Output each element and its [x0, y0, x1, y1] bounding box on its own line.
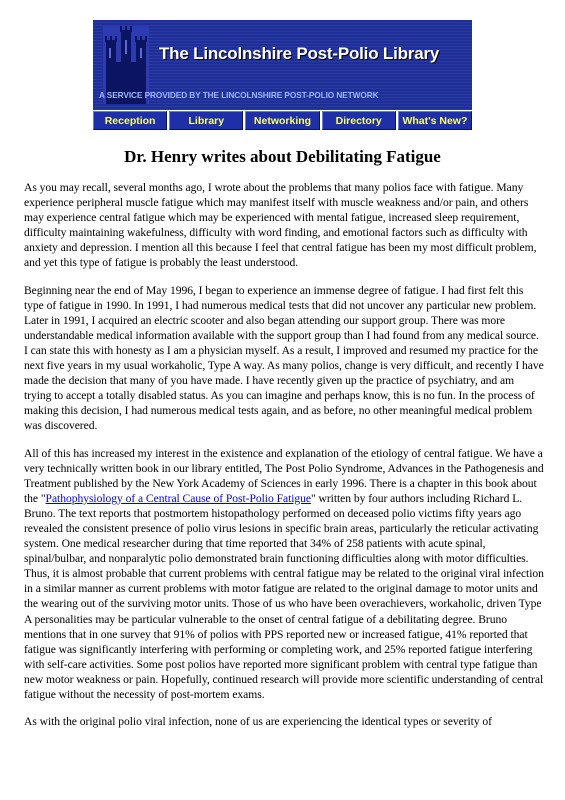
- banner-subtitle: A SERVICE PROVIDED BY THE LINCOLNSHIRE POST-POLIO NETWORK: [99, 90, 379, 100]
- nav-whats-new-button[interactable]: What's New?: [398, 111, 472, 130]
- paragraph-4: As with the original polio viral infection, none of us are experiencing the identical types or severity of: [24, 715, 492, 729]
- pathophysiology-link[interactable]: Pathophysiology of a Central Cause of Post-Polio Fatigue: [45, 491, 311, 505]
- nav-reception-button[interactable]: Reception: [93, 111, 167, 130]
- page-title: Dr. Henry writes about Debilitating Fatigue: [124, 147, 441, 166]
- main-nav: [93, 111, 472, 130]
- paragraph-3: [24, 446, 544, 703]
- paragraph-2: Beginning near the end of May 1996, I began to experience an immense degree of fatigue. I had first felt this type of fatigue in 1990. In 1991, I had numerous medical tests that did not uncover any particular new problem. Later in 1991, I acquired an electric scooter and also began attending our support group. There was more understandable medical information available with the support group than I had found from any medical source. I can state this with honesty as I am a physician myself. As a result, I improved and resumed my practice for the next five years in my usual workaholic, Type A way. As many polios, change is very difficult, and recently I have made the decision that many of you have made. I have recently given up the practice of psychiatry, and am trying to accept a totally disabled status. As you can imagine and perhaps know, this is no fun. In the process of making this decision, I had numerous medical tests again, and as before, no other meaningful medical problem was discovered.: [24, 283, 544, 433]
- nav-directory-button[interactable]: Directory: [322, 111, 396, 130]
- paragraph-3-start: All of this has increased my interest in the existence and explanation of the etiology of central fatigue. We have a very technically written book in our library entitled, The Post Polio Syndrome, Advances in the Pathogenesis and Treatment published by the New York Academy of Sciences in early 1996. There is a chapter in this book about the ": [24, 446, 544, 505]
- banner-title: The Lincolnshire Post-Polio Library: [159, 44, 440, 63]
- banner-header: [93, 20, 472, 110]
- nav-networking-button[interactable]: Networking: [245, 111, 319, 130]
- site-banner: [93, 20, 472, 130]
- paragraph-3-end: " written by four authors including Richard L. Bruno. The text reports that postmortem histopathology performed on deceased polio victims fifty years ago revealed the consistent presence of polio virus lesions in specific brain areas, particularly the reticular activating system. One medical researcher during that time reported that 34% of 258 patients with acute spinal, spinal/bulbar, and nonparalytic polio demonstrated brain functioning difficulties along with motor difficulties. Thus, it is almost probable that current problems with central fatigue may be related to the original viral infection in a similar manner as current problems with motor fatigue are related to the original damage to motor units and the wearing out of the surviving motor units. Those of us who have been overachievers, workaholic, driven Type A personalities may be particular vulnerable to the onset of central fatigue of a debilitating degree. Bruno mentions that in one survey that 91% of polios with PPS reported new or increased fatigue, 41% reported that fatigue was significantly interfering with performing or completing work, and 25% reported fatigue interfering with self-care activities. Some post polios have reported more significant problem with central type fatigue than new motor weakness or pain. Hopefully, continued research will provide more scientific understanding of central fatigue without the necessity of post-mortem exams.: [24, 491, 544, 701]
- article-body: [24, 180, 544, 741]
- nav-library-button[interactable]: Library: [169, 111, 243, 130]
- paragraph-1: As you may recall, several months ago, I wrote about the problems that many polios face with fatigue. Many experience peripheral muscle fatigue which may manifest itself with muscle weakness and/or pain, and others may experience central fatigue which may be experienced with mental fatigue, increased sleep requirement, difficulty maintaining wakefulness, difficulty with word finding, and emotional factors such as difficulty with anxiety and depression. I mention all this because I feel that central fatigue has been my most difficult problem, and yet this type of fatigue is probably the least understood.: [24, 181, 537, 270]
